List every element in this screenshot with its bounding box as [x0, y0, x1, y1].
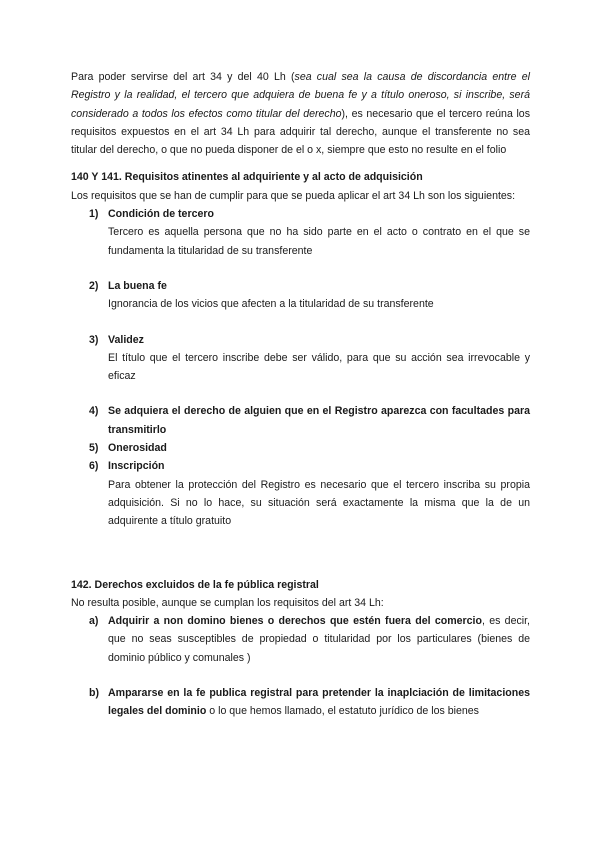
list-item [71, 205, 530, 260]
item-rest-text: , es decir, que no seas susceptibles de propiedad o titularidad por los particulares (bienes de dominio público y comunales ) [108, 615, 530, 664]
list-number: 4) [89, 405, 99, 418]
section-lead-142: No resulta posible, aunque se cumplan los requisitos del art 34 Lh: [71, 596, 384, 609]
item-bold-text: Adquirir a non domino bienes o derechos que estén fuera del comercio [108, 615, 482, 628]
list-letter: a) [89, 615, 99, 628]
section-heading-140: 140 Y 141. Requisitos atinentes al adquiriente y al acto de adquisición [71, 171, 423, 184]
item-title: Validez [108, 333, 144, 346]
list-number: 6) [89, 460, 99, 473]
intro-text-end: ), es necesario que el tercero reúna los requisitos expuestos en el art 34 Lh para adquirir tal derecho, aunque el transferente no sea titular del derecho, o que no pueda disponer de el o x, siempre que esto no resulte en el folio [71, 107, 531, 157]
list-item [71, 439, 530, 457]
item-title: Se adquiera el derecho de alguien que en el Registro aparezca con facultades para transmitirlo [108, 405, 530, 436]
item-title: La buena fe [108, 279, 167, 292]
item-title: Condición de tercero [108, 208, 214, 221]
item-title: Onerosidad [108, 442, 167, 455]
list-item [71, 277, 530, 314]
document-page [71, 68, 530, 721]
section-lead-140: Los requisitos que se han de cumplir para que se pueda aplicar el art 34 Lh son los siguientes: [71, 189, 516, 202]
list-item [71, 457, 530, 530]
list-number: 5) [89, 442, 99, 455]
list-item [71, 402, 530, 439]
intro-italic-quote: sea cual sea la causa de discordancia entre el Registro y la realidad, el tercero que adquiera de buena fe y a título oneroso, si inscribe, será considerado a todos los efectos como titular del derecho [71, 71, 530, 120]
list-number: 2) [89, 279, 99, 292]
list-item [71, 612, 530, 667]
item-description: Para obtener la protección del Registro es necesario que el tercero inscriba su propia adquisición. Si no lo hace, su situación será exactamente la misma que la de un adquirente a título gratuito [108, 478, 530, 528]
item-title: Inscripción [108, 460, 165, 473]
list-item [71, 684, 530, 721]
item-rest-text: o lo que hemos llamado, el estatuto jurídico de los bienes [206, 705, 479, 718]
item-description: Tercero es aquella persona que no ha sido parte en el acto o contrato en el que se fundamenta la titularidad de su transferente [108, 226, 530, 257]
list-number: 3) [89, 333, 99, 346]
list-item [71, 331, 530, 386]
list-number: 1) [89, 208, 99, 221]
list-letter: b) [89, 687, 99, 700]
intro-paragraph [71, 68, 530, 159]
item-bold-text: Ampararse en la fe publica registral para pretender la inaplciación de limitaciones legales del dominio [108, 687, 530, 718]
requirements-list [71, 205, 530, 530]
item-description: Ignorancia de los vicios que afecten a la titularidad de su transferente [108, 298, 434, 311]
section-heading-142: 142. Derechos excluidos de la fe pública registral [71, 578, 319, 591]
item-description: El título que el tercero inscribe debe ser válido, para que su acción sea irrevocable y eficaz [108, 351, 530, 383]
intro-text-start: Para poder servirse del art 34 y del 40 Lh ( [71, 71, 295, 83]
exclusions-list [71, 612, 530, 720]
